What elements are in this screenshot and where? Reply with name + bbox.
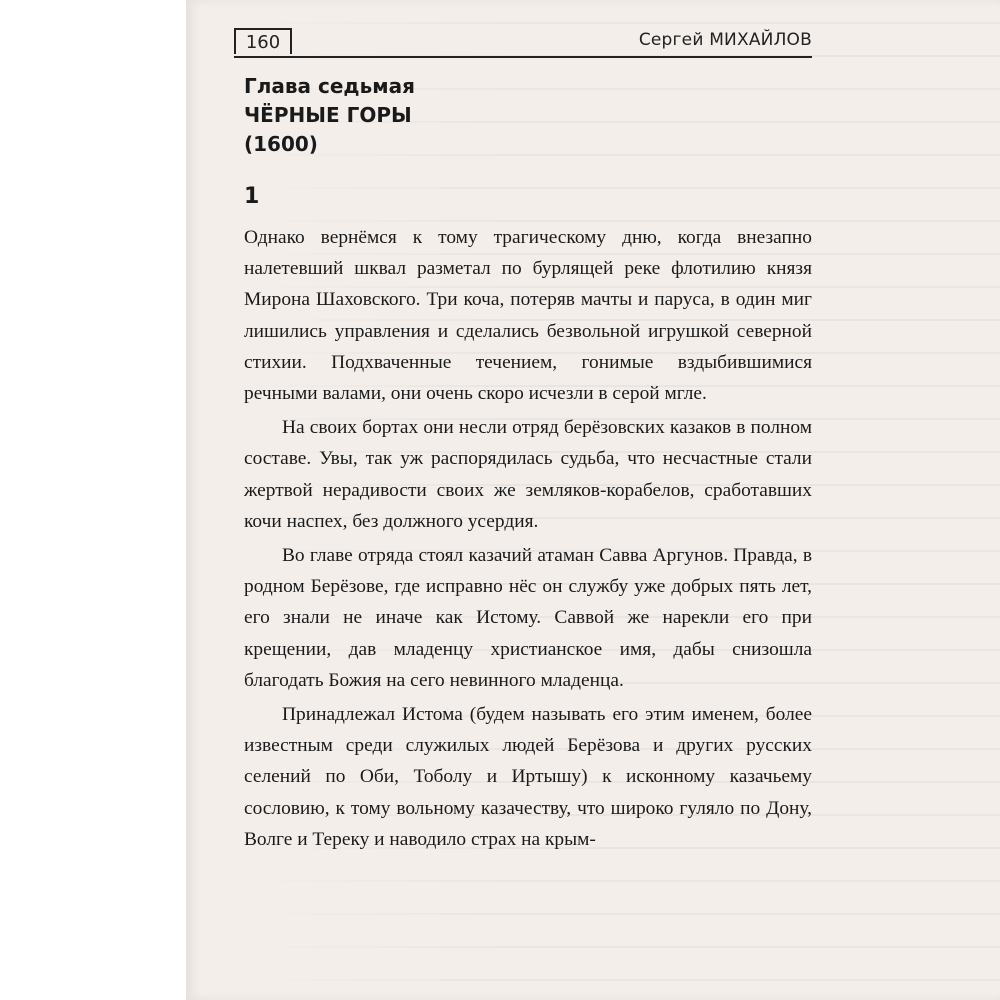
page-header [234,26,812,58]
chapter-label: Глава седьмая [244,74,415,98]
paragraph: Принадлежал Истома (будем называть его этим именем, более известным среди служилых людей Берёзова и других русских селений по Оби, Тоболу и Иртышу) к исконному казачьему сословию, к тому вольному казачеству, что широко гуляло по Дону, Волге и Тереку и наводило страх на крым- [244,704,812,850]
chapter-heading [244,72,415,159]
chapter-title: ЧЁРНЫЕ ГОРЫ [244,103,412,127]
page-number: 160 [234,28,292,54]
section-number: 1 [244,184,260,209]
chapter-year: (1600) [244,132,318,156]
body-text [244,222,812,855]
running-head-author: Сергей МИХАЙЛОВ [638,30,812,50]
paragraph: На своих бортах они несли отряд берёзовских казаков в полном составе. Увы, так уж распорядилась судьба, что несчастные стали жертвой нерадивости своих же земляков-корабелов, сработавших кочи наспех, без должного усердия. [244,417,812,532]
book-page [186,0,1000,1000]
paragraph: Во главе отряда стоял казачий атаман Савва Аргунов. Правда, в родном Берёзове, где исправно нёс он службу уже добрых пять лет, его знали не иначе как Истому. Саввой же нарекли его при крещении, дав младенцу христианское имя, дабы снизошла благодать Божия на сего невинного младенца. [244,545,812,691]
paragraph: Однако вернёмся к тому трагическому дню, когда внезапно налетевший шквал разметал по бурлящей реке флотилию князя Мирона Шаховского. Три коча, потеряв мачты и паруса, в один миг лишились управления и сделались безвольной игрушкой северной стихии. Подхваченные течением, гонимые вздыбившимися речными валами, они очень скоро исчезли в серой мгле. [244,227,812,405]
